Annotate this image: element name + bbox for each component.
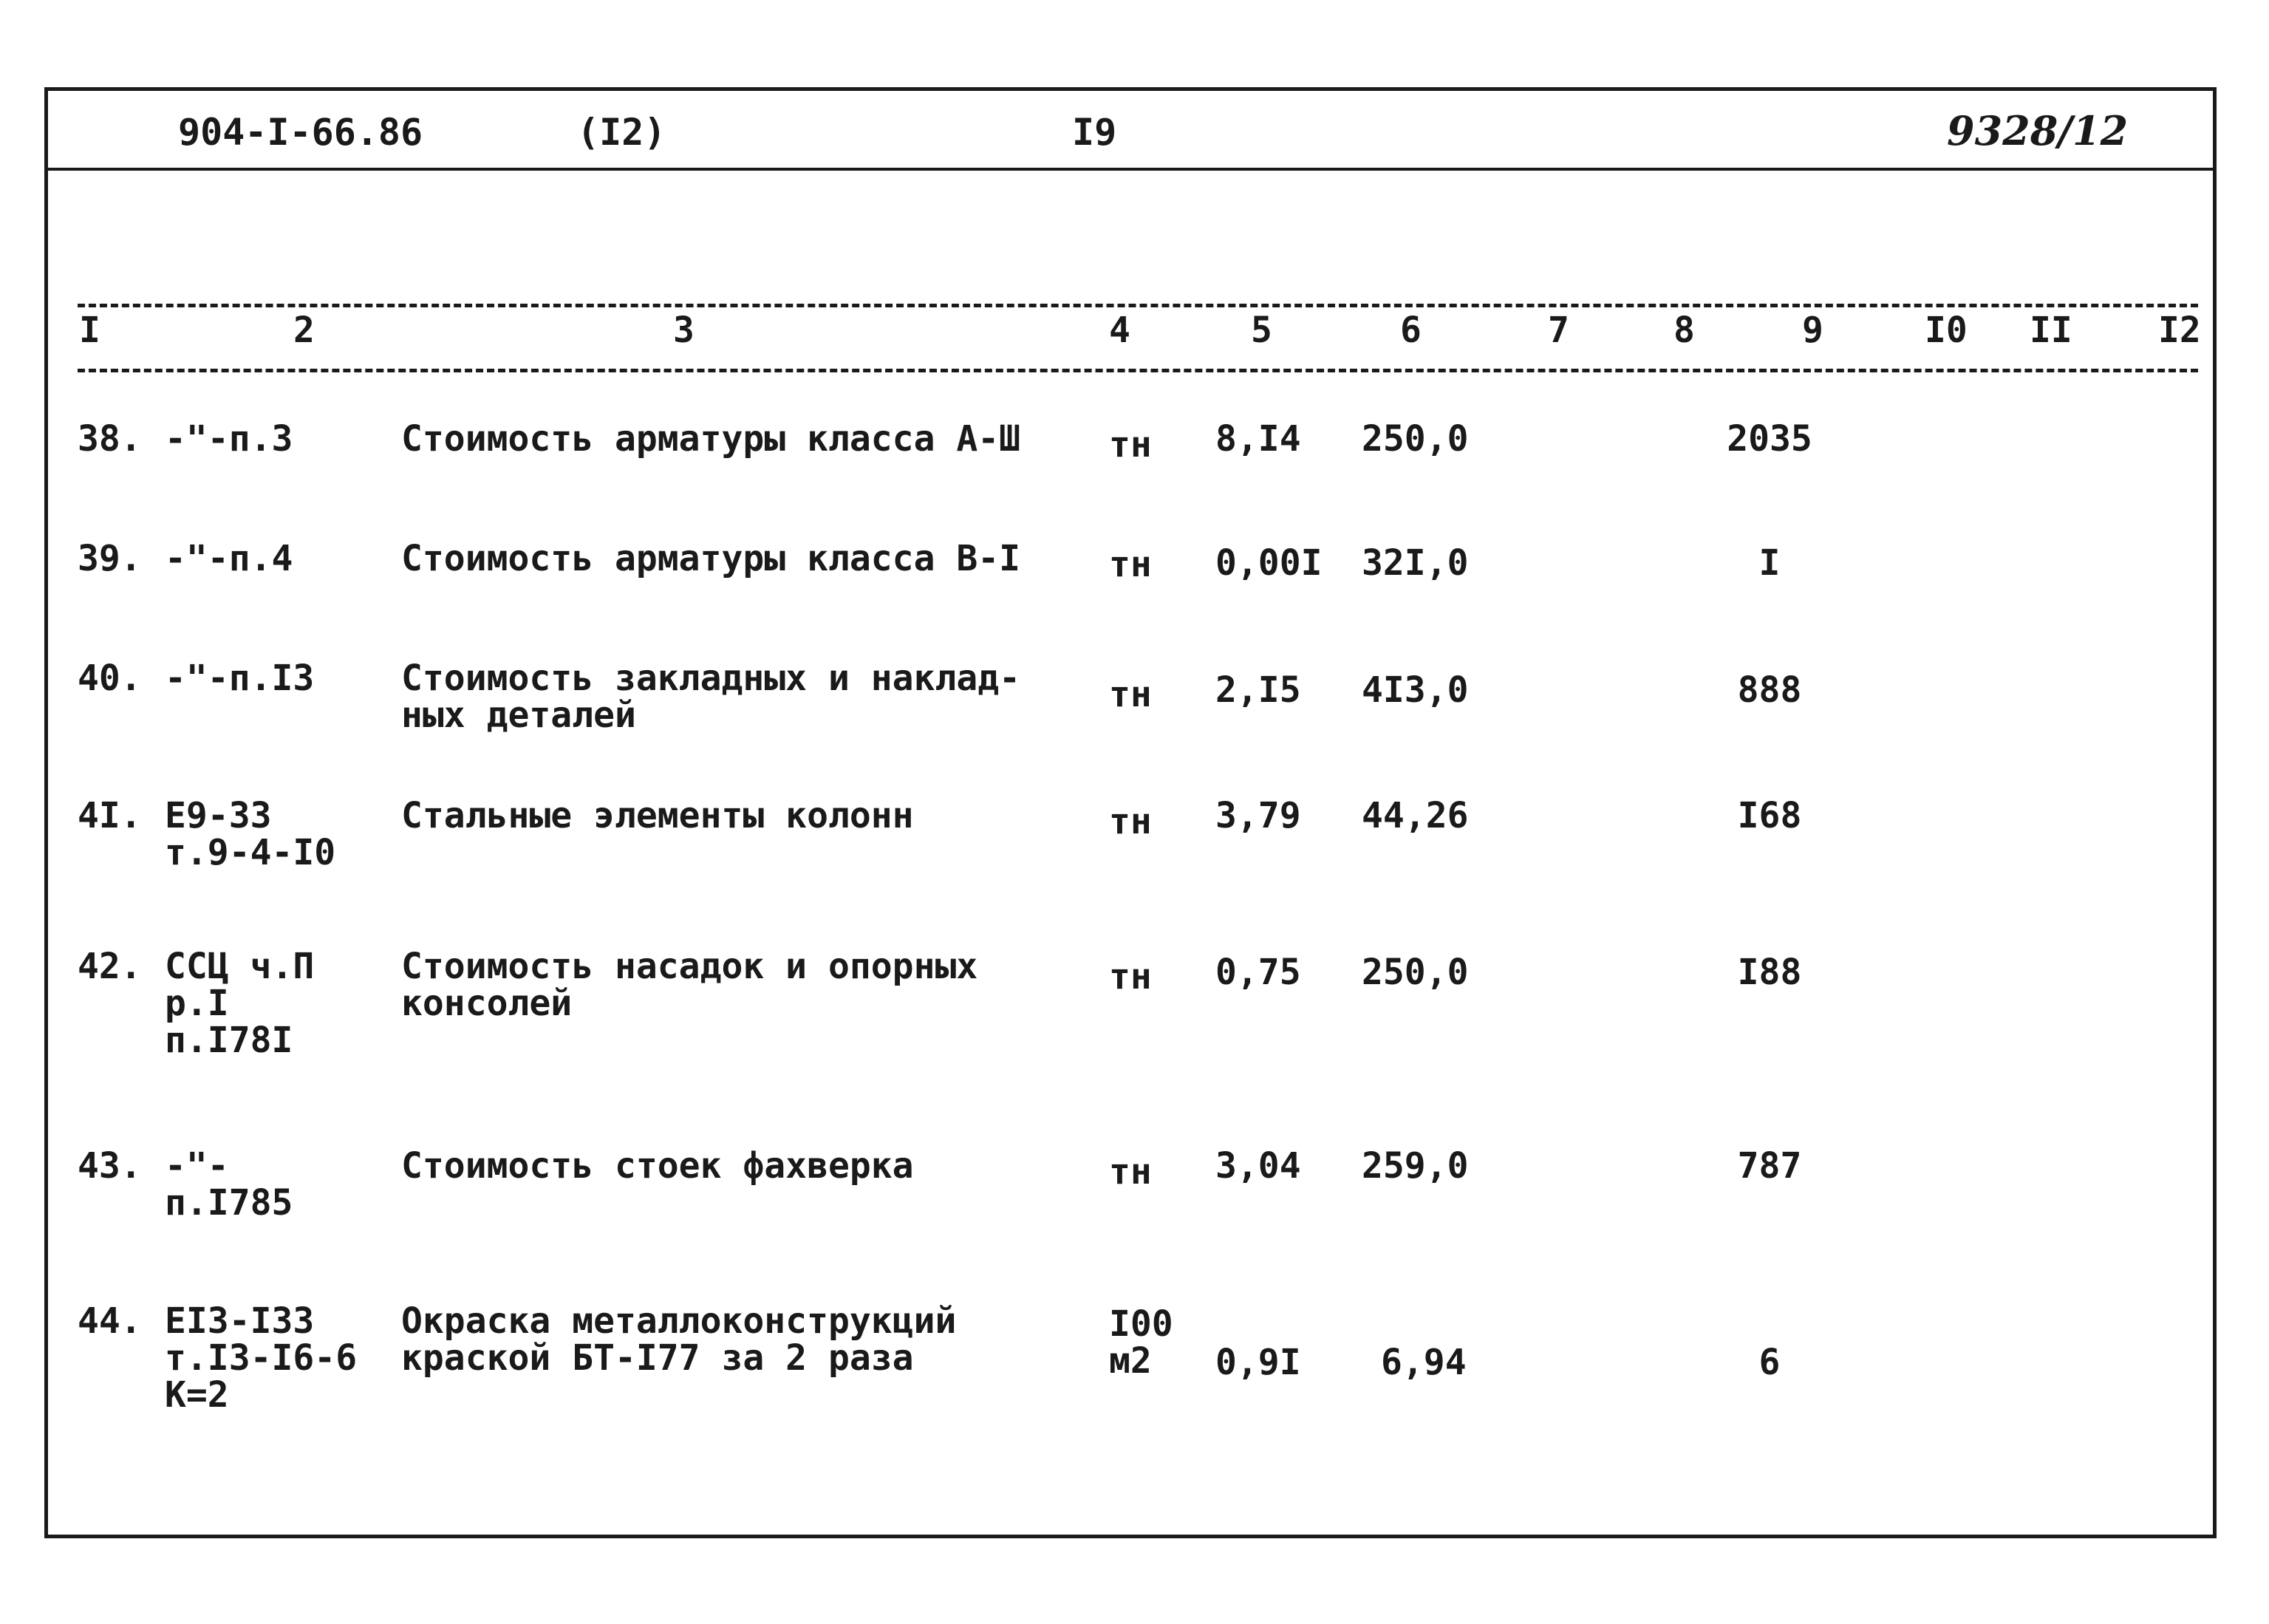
row-unit-price: 4I3,0 (1362, 669, 1469, 711)
column-number-7: 7 (1548, 310, 1569, 351)
row-number: 40. (78, 658, 142, 699)
page-number: I9 (1072, 111, 1117, 154)
row-total: I (1758, 542, 1781, 584)
row-quantity: 3,04 (1215, 1145, 1301, 1187)
row-total: 6 (1758, 1342, 1781, 1383)
row-description: Стоимость насадок и опорных консолей (401, 946, 978, 1024)
column-number-5: 5 (1251, 310, 1272, 351)
row-unit: тн (1109, 674, 1152, 715)
sheet-ref: (I2) (577, 111, 666, 154)
row-reference: -"-п.4 (165, 538, 293, 579)
row-quantity: 0,00I (1215, 542, 1323, 584)
row-total: 787 (1737, 1145, 1802, 1187)
header-divider (48, 168, 2213, 171)
document-sheet (44, 87, 2217, 1538)
row-reference: -"-п.3 (165, 418, 293, 460)
row-unit-price: 250,0 (1362, 952, 1469, 993)
row-reference: -"- п.I785 (165, 1145, 293, 1224)
row-unit-price: 6,94 (1381, 1342, 1467, 1383)
row-unit: I00 м2 (1109, 1303, 1173, 1382)
row-quantity: 2,I5 (1215, 669, 1301, 711)
row-total: 2035 (1727, 418, 1812, 460)
column-header-bottom-rule (78, 369, 2198, 372)
row-number: 42. (78, 946, 142, 987)
row-description: Стоимость арматуры класса В-I (401, 538, 1021, 579)
row-unit: тн (1109, 1151, 1152, 1193)
row-number: 39. (78, 538, 142, 579)
row-reference: -"-п.I3 (165, 658, 315, 699)
row-number: 44. (78, 1300, 142, 1342)
archive-number: 9328/12 (1947, 107, 2129, 154)
column-number-11: II (2030, 310, 2072, 351)
row-unit-price: 259,0 (1362, 1145, 1469, 1187)
column-number-4: 4 (1109, 310, 1130, 351)
row-total: I68 (1737, 795, 1802, 836)
column-number-2: 2 (293, 310, 315, 351)
row-reference: ЕI3-I33 т.I3-I6-6 К=2 (165, 1300, 358, 1416)
row-unit: тн (1109, 801, 1152, 842)
row-number: 38. (78, 418, 142, 460)
row-description: Окраска металлоконструкций краской БТ-I77 за 2 раза (401, 1300, 957, 1379)
row-quantity: 3,79 (1215, 795, 1301, 836)
row-description: Стоимость стоек фахверка (401, 1145, 914, 1187)
column-number-8: 8 (1673, 310, 1695, 351)
column-number-3: 3 (673, 310, 695, 351)
row-unit: тн (1109, 424, 1152, 465)
row-unit: тн (1109, 544, 1152, 585)
column-number-9: 9 (1802, 310, 1823, 351)
row-description: Стоимость арматуры класса А-Ш (401, 418, 1021, 460)
row-unit-price: 32I,0 (1362, 542, 1469, 584)
row-unit-price: 44,26 (1362, 795, 1469, 836)
row-reference: Е9-33 т.9-4-I0 (165, 795, 336, 873)
row-reference: ССЦ ч.П р.I п.I78I (165, 946, 315, 1061)
column-header-top-rule (78, 304, 2198, 307)
row-unit: тн (1109, 956, 1152, 997)
column-number-10: I0 (1925, 310, 1968, 351)
row-total: 888 (1737, 669, 1802, 711)
row-number: 43. (78, 1145, 142, 1187)
doc-code: 904-I-66.86 (178, 111, 423, 154)
row-description: Стальные элементы колонн (401, 795, 914, 836)
column-number-1: I (79, 310, 100, 351)
column-number-6: 6 (1400, 310, 1422, 351)
row-description: Стоимость закладных и наклад- ных деталей (401, 658, 1021, 736)
row-unit-price: 250,0 (1362, 418, 1469, 460)
row-quantity: 0,75 (1215, 952, 1301, 993)
row-quantity: 0,9I (1215, 1342, 1301, 1383)
column-number-12: I2 (2158, 310, 2201, 351)
row-number: 4I. (78, 795, 142, 836)
row-quantity: 8,I4 (1215, 418, 1301, 460)
row-total: I88 (1737, 952, 1802, 993)
